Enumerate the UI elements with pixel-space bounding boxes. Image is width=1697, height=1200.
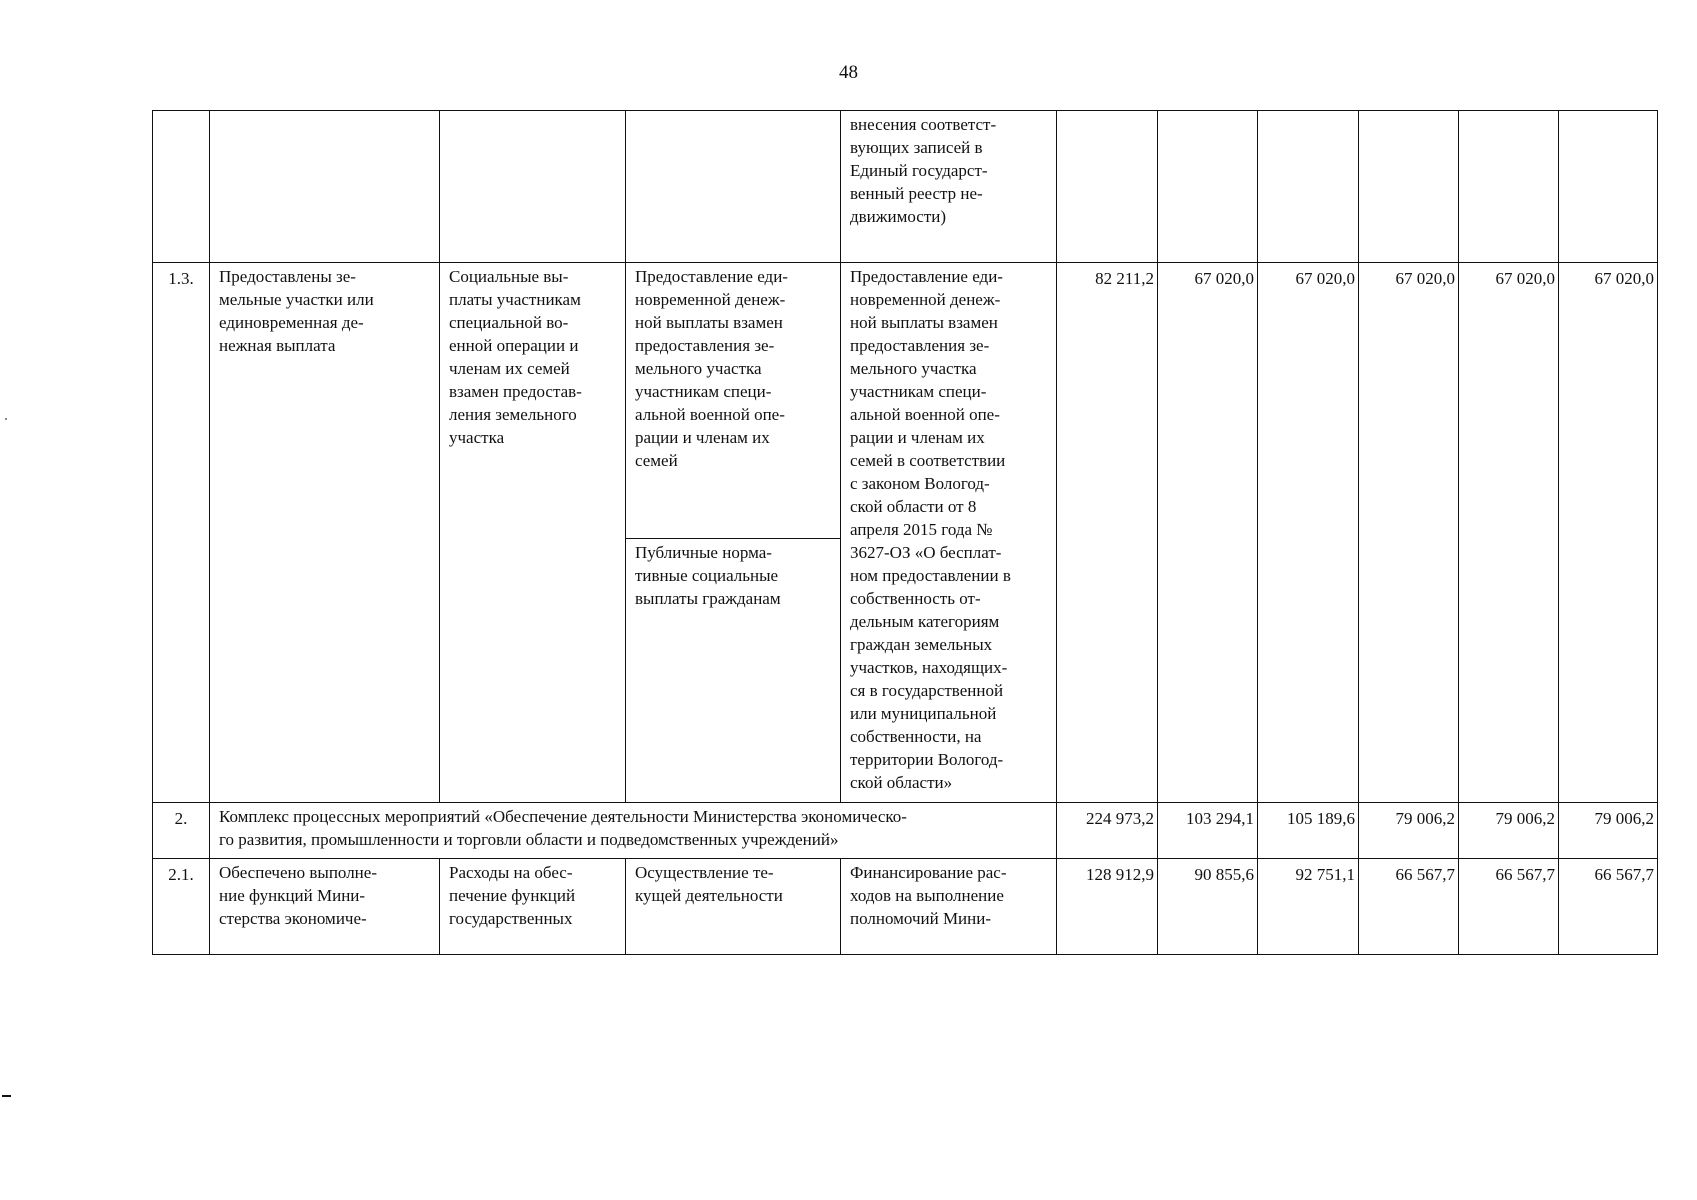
margin-dot (5, 418, 7, 420)
value-cell: 79 006,2 (1559, 803, 1658, 859)
page-number: 48 (839, 62, 858, 83)
margin-dash-mark (2, 1095, 11, 1097)
result-cell: Предоставлены зе- мельные участки или единовременная де- нежная выплата (210, 263, 440, 803)
description-cell: Предоставление еди- новременной денеж- ной выплаты взамен предоставления зе- мельного участка участникам специ- альной военной опе- рации и членам их семей в соответствии с законом Вологод- ской области от 8 апреля 2015 года № 3627-ОЗ «О бесплат- ном предоставлении в собственность от- дельным категориям граждан земельных участков, находящих- ся в государственной или муниципальной собственности, на территории Вологод- ской области» (841, 263, 1057, 803)
value-cell: 67 020,0 (1559, 263, 1658, 803)
result-cell (210, 111, 440, 263)
value-cell: 103 294,1 (1158, 803, 1258, 859)
description-cell: внесения соответст- вующих записей в Единый государст- венный реестр не- движимости) (841, 111, 1057, 263)
value-cell: 79 006,2 (1459, 803, 1559, 859)
event-cell: Социальные вы- платы участникам специальной во- енной операции и членам их семей взамен предостав- ления земельного участка (440, 263, 626, 803)
value-cell (1459, 111, 1559, 263)
type-cell (626, 111, 841, 263)
value-cell: 67 020,0 (1158, 263, 1258, 803)
value-cell (1057, 111, 1158, 263)
value-cell: 67 020,0 (1359, 263, 1459, 803)
value-cell: 66 567,7 (1559, 859, 1658, 955)
type-cell-bottom: Публичные норма- тивные социальные выплаты гражданам (635, 543, 781, 608)
value-cell: 90 855,6 (1158, 859, 1258, 955)
complex-title-cell: Комплекс процессных мероприятий «Обеспечение деятельности Министерства экономическо- го развития, промышленности и торговли области и подведомственных учреждений» (210, 803, 1057, 859)
table-row (153, 859, 1658, 955)
event-cell: Расходы на обес- печение функций государственных (440, 859, 626, 955)
value-cell: 92 751,1 (1258, 859, 1359, 955)
value-cell (1158, 111, 1258, 263)
value-cell: 105 189,6 (1258, 803, 1359, 859)
row-index: 2. (153, 803, 210, 859)
row-index (153, 111, 210, 263)
table-row (153, 111, 1658, 263)
value-cell: 67 020,0 (1258, 263, 1359, 803)
value-cell: 82 211,2 (1057, 263, 1158, 803)
value-cell: 128 912,9 (1057, 859, 1158, 955)
description-cell: Финансирование рас- ходов на выполнение полномочий Мини- (841, 859, 1057, 955)
budget-table (152, 110, 1658, 955)
value-cell: 67 020,0 (1459, 263, 1559, 803)
row-index: 2.1. (153, 859, 210, 955)
value-cell: 224 973,2 (1057, 803, 1158, 859)
value-cell (1258, 111, 1359, 263)
value-cell: 66 567,7 (1359, 859, 1459, 955)
event-cell (440, 111, 626, 263)
type-cell: Осуществление те- кущей деятельности (626, 859, 841, 955)
row-index: 1.3. (153, 263, 210, 803)
value-cell: 79 006,2 (1359, 803, 1459, 859)
type-cell-top: Предоставление еди- новременной денеж- ной выплаты взамен предоставления зе- мельного участка участникам специ- альной военной опе- рации и членам их семей (626, 263, 840, 539)
value-cell (1359, 111, 1459, 263)
table-row (153, 263, 1658, 803)
result-cell: Обеспечено выполне- ние функций Мини- стерства экономиче- (210, 859, 440, 955)
value-cell (1559, 111, 1658, 263)
type-cell (626, 263, 841, 803)
table-row (153, 803, 1658, 859)
value-cell: 66 567,7 (1459, 859, 1559, 955)
